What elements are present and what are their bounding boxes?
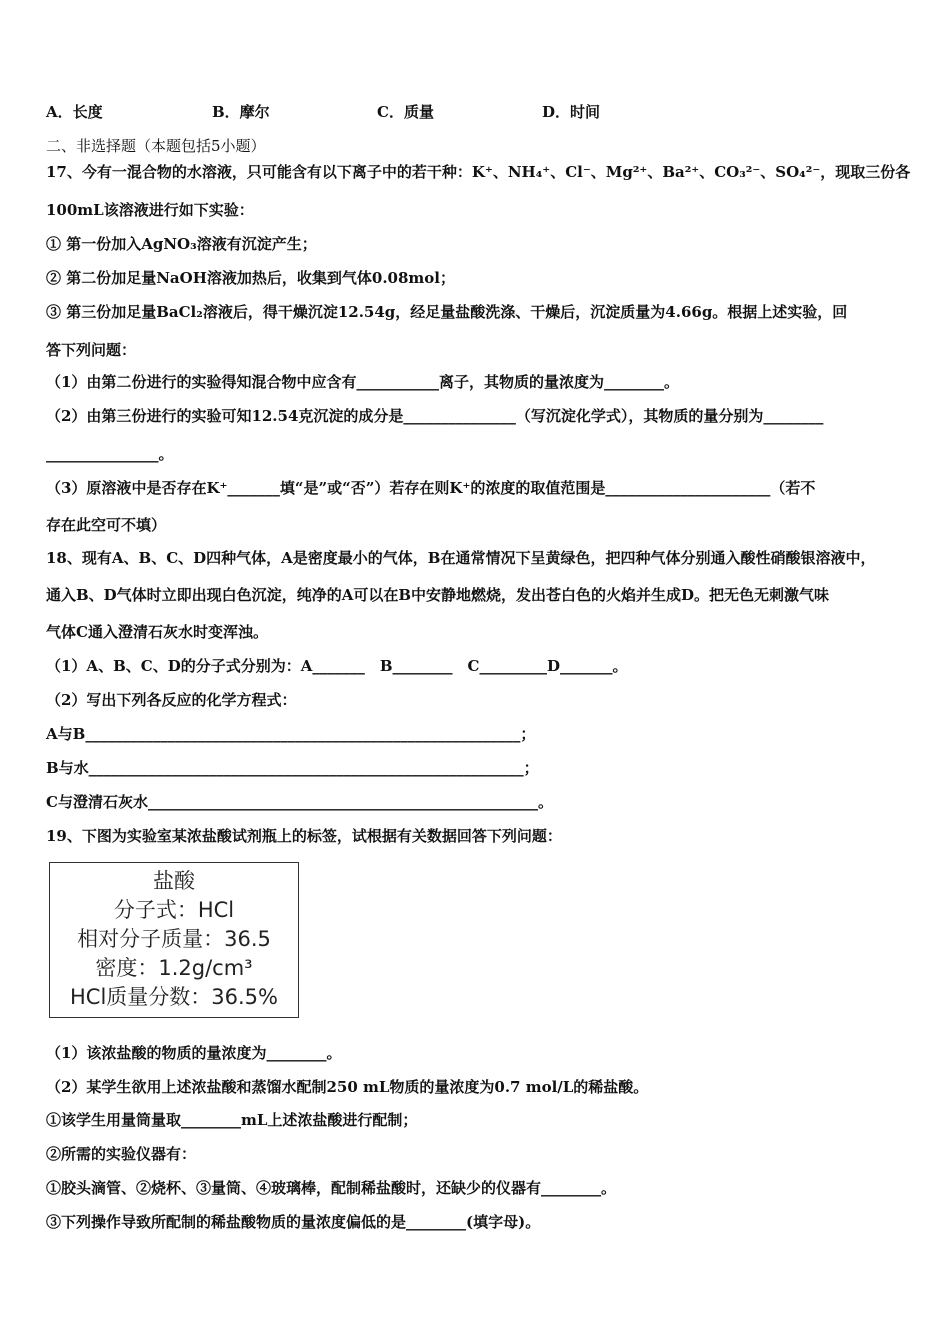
q19-stem: 19、下图为实验室某浓盐酸试剂瓶上的标签，试根据有关数据回答下列问题： — [46, 827, 562, 845]
label-mass-fraction: HCl质量分数：36.5% — [69, 985, 278, 1009]
q18-part2: （2）写出下列各反应的化学方程式： — [46, 691, 297, 709]
option-d: D．时间 — [542, 103, 601, 121]
q18-reaction-c-limewater: C与澄清石灰水____________________________________________________。 — [46, 793, 553, 811]
q18-stem-cont: 通入B、D气体时立即出现白色沉淀，纯净的A可以在B中安静地燃烧，发出苍白色的火焰并生成D。把无色无刺激气味 — [46, 586, 830, 604]
q19-step2: ②所需的实验仪器有： — [46, 1145, 197, 1163]
option-a: A．长度 — [46, 103, 103, 121]
option-c: C．质量 — [377, 103, 434, 121]
q18-reaction-ab: A与B__________________________________________________________； — [46, 725, 536, 743]
label-formula: 分子式：HCl — [113, 898, 235, 922]
label-molar-mass: 相对分子质量：36.5 — [77, 927, 271, 951]
q17-part3: （3）原溶液中是否存在K⁺_______填“是”或“否”）若存在则K⁺的浓度的取值范围是______________________（若不 — [46, 479, 816, 497]
q19-step1: ①该学生用量筒量取________mL上述浓盐酸进行配制； — [46, 1111, 418, 1129]
q17-exp2: ② 第二份加足量NaOH溶液加热后，收集到气体0.08mol； — [46, 269, 456, 287]
q18-part1: （1）A、B、C、D的分子式分别为：A_______ B________ C_________D_______。 — [46, 657, 628, 675]
reagent-label — [49, 862, 299, 1018]
label-name: 盐酸 — [153, 869, 195, 893]
q17-part2-cont: _______________。 — [46, 445, 174, 463]
q17-part1: （1）由第二份进行的实验得知混合物中应含有___________离子，其物质的量浓度为________。 — [46, 373, 679, 391]
q17-stem: 17、今有一混合物的水溶液，只可能含有以下离子中的若干种：K⁺、NH₄⁺、Cl⁻、Mg²⁺、Ba²⁺、CO₃²⁻、SO₄²⁻，现取三份各 — [46, 163, 911, 181]
q19-part2: （2）某学生欲用上述浓盐酸和蒸馏水配制250 mL物质的量浓度为0.7 mol/L的稀盐酸。 — [46, 1078, 649, 1096]
q17-part3-cont: 存在此空可不填） — [46, 516, 167, 534]
q17-exp1: ① 第一份加入AgNO₃溶液有沉淀产生； — [46, 235, 317, 253]
q17-exp3: ③ 第三份加足量BaCl₂溶液后，得干燥沉淀12.54g，经足量盐酸洗涤、干燥后，沉淀质量为4.66g。根据上述实验，回 — [46, 303, 848, 321]
q18-stem: 18、现有A、B、C、D四种气体，A是密度最小的气体，B在通常情况下呈黄绿色，把四种气体分别通入酸性硝酸银溶液中， — [46, 549, 876, 567]
q19-step3: ①胶头滴管、②烧杯、③量筒、④玻璃棒，配制稀盐酸时，还缺少的仪器有________。 — [46, 1179, 617, 1197]
q19-step4: ③下列操作导致所配制的稀盐酸物质的量浓度偏低的是________(填字母)。 — [46, 1213, 541, 1231]
q17-exp3-cont: 答下列问题： — [46, 341, 137, 359]
q19-part1: （1）该浓盐酸的物质的量浓度为________。 — [46, 1044, 342, 1062]
q17-part2: （2）由第三份进行的实验可知12.54克沉淀的成分是_______________（写沉淀化学式），其物质的量分别为________ — [46, 407, 824, 425]
label-density: 密度：1.2g/cm³ — [95, 956, 253, 980]
q17-stem-cont: 100mL该溶液进行如下实验： — [46, 201, 254, 219]
q18-stem-cont2: 气体C通入澄清石灰水时变浑浊。 — [46, 623, 268, 641]
option-b: B．摩尔 — [212, 103, 270, 121]
q18-reaction-b-water: B与水__________________________________________________________； — [46, 759, 539, 777]
section-heading: 二、非选择题（本题包括5小题） — [46, 137, 266, 155]
